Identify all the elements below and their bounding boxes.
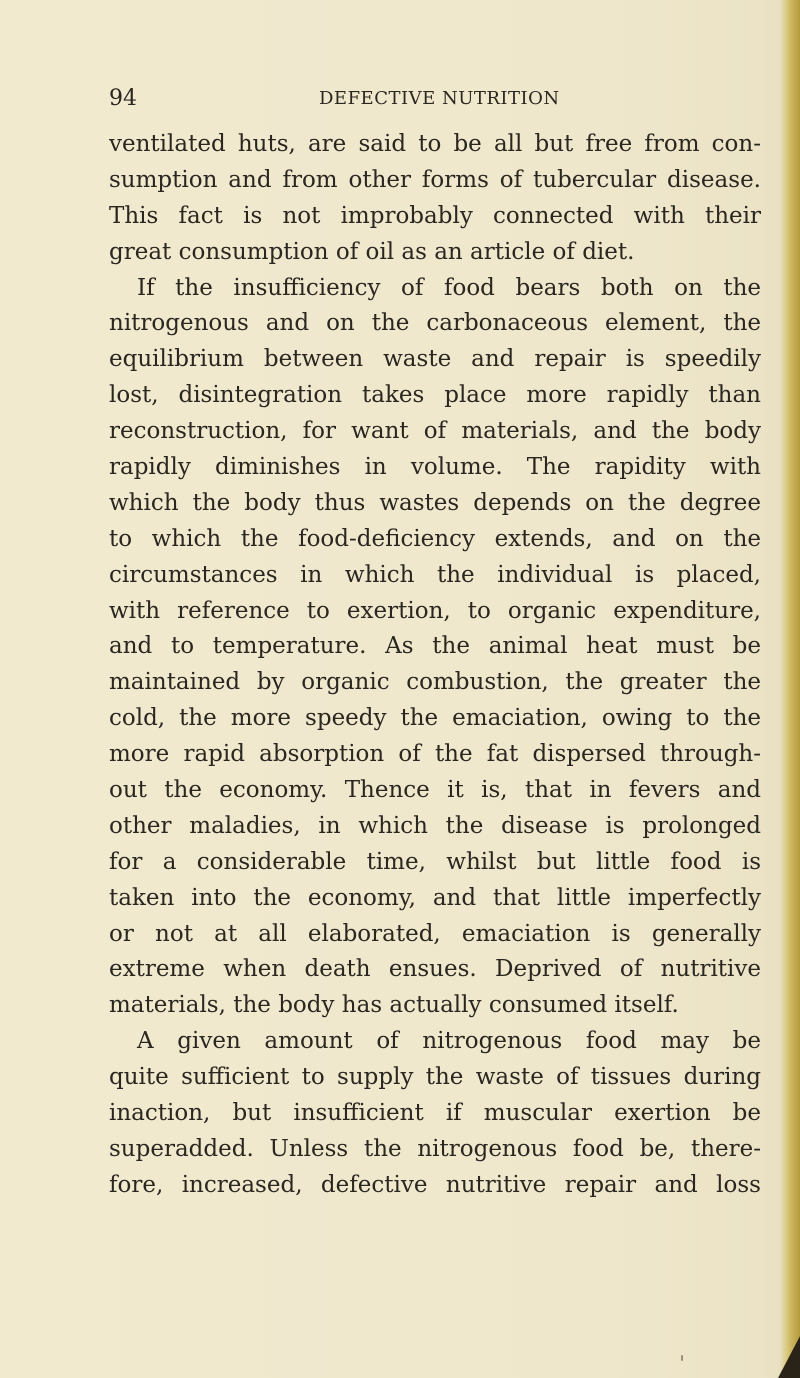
text-line: sumption and from other forms of tubercular disease. — [109, 166, 761, 193]
text-line: fore, increased, defective nutritive repair and loss — [109, 1171, 761, 1198]
page-edge-shadow — [780, 0, 800, 1378]
text-line: out the economy. Thence it is, that in fevers and — [109, 777, 761, 804]
text-line: and to temperature. As the animal heat must be — [109, 633, 761, 660]
text-line: materials, the body has actually consumed itself. — [109, 992, 679, 1019]
text-line: other maladies, in which the disease is prolonged — [109, 812, 761, 839]
text-line: with reference to exertion, to organic expenditure, — [109, 597, 761, 624]
text-line: nitrogenous and on the carbonaceous element, the — [109, 310, 761, 337]
text-line: maintained by organic combustion, the greater the — [109, 669, 761, 696]
paragraph-start-line: A given amount of nitrogenous food may be — [137, 1028, 761, 1055]
text-line: reconstruction, for want of materials, and the body — [109, 418, 761, 445]
text-line: inaction, but insufficient if muscular exertion be — [109, 1100, 761, 1127]
text-line: more rapid absorption of the fat dispersed through- — [109, 741, 761, 768]
text-line: quite sufficient to supply the waste of tissues during — [109, 1064, 761, 1091]
text-line: rapidly diminishes in volume. The rapidity with — [109, 454, 761, 481]
paper-speck — [681, 1355, 683, 1361]
paragraph-start-line: If the insufficiency of food bears both on the — [137, 274, 761, 301]
page-corner-shadow — [778, 1336, 800, 1378]
text-line: circumstances in which the individual is placed, — [109, 561, 761, 588]
text-line: lost, disintegration takes place more rapidly than — [109, 382, 761, 409]
page-header — [109, 86, 759, 116]
text-line: or not at all elaborated, emaciation is generally — [109, 920, 761, 947]
text-line: for a considerable time, whilst but little food is — [109, 848, 761, 875]
text-line: cold, the more speedy the emaciation, owing to the — [109, 705, 761, 732]
running-title: DEFECTIVE NUTRITION — [319, 88, 560, 109]
text-line: equilibrium between waste and repair is speedily — [109, 346, 761, 373]
text-line: ventilated huts, are said to be all but free from con- — [109, 131, 761, 157]
text-line: This fact is not improbably connected with their — [109, 202, 761, 229]
text-line: extreme when death ensues. Deprived of nutritive — [109, 956, 761, 983]
text-line: great consumption of oil as an article of diet. — [109, 238, 635, 265]
page-number: 94 — [109, 86, 137, 111]
text-line: to which the food-deficiency extends, and on the — [109, 525, 761, 552]
body-text — [109, 127, 761, 1204]
text-line: taken into the economy, and that little imperfectly — [109, 884, 761, 911]
text-line: superadded. Unless the nitrogenous food be, there- — [109, 1135, 761, 1162]
text-line: which the body thus wastes depends on the degree — [109, 489, 761, 516]
